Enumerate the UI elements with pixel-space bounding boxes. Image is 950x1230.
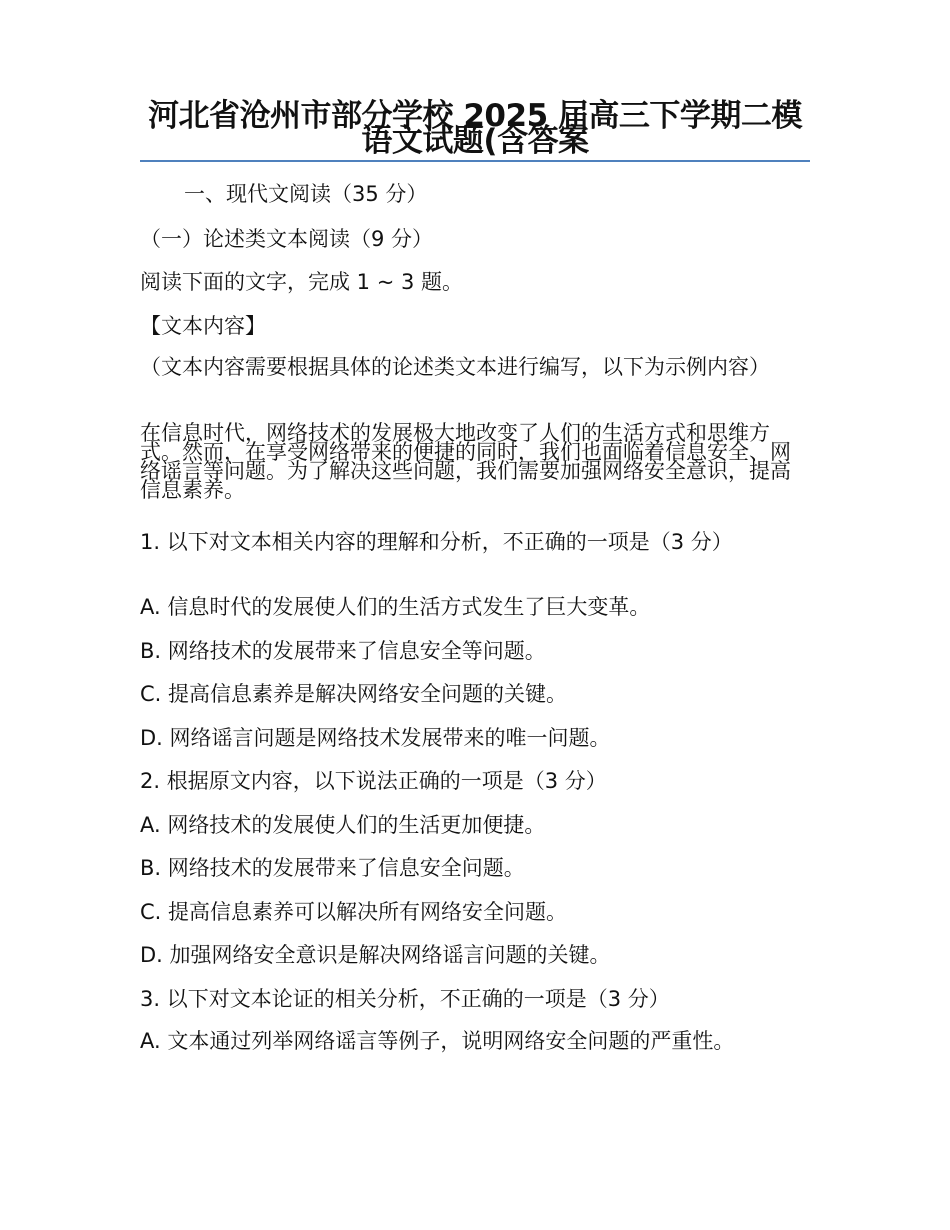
question-3-option-a: A. 文本通过列举网络谣言等例子，说明网络安全问题的严重性。 (140, 1029, 735, 1053)
passage-paragraph: 在信息时代，网络技术的发展极大地改变了人们的生活方式和思维方式。然而，在享受网络带来的便捷的同时，我们也面临着信息安全、网络谣言等问题。为了解决这些问题，我们需要加强网络安全意识，提高信息素养。 (140, 421, 791, 502)
question-1-option-b: B. 网络技术的发展带来了信息安全等问题。 (140, 639, 546, 663)
question-3-stem: 3. 以下对文本论证的相关分析，不正确的一项是（3 分） (140, 987, 670, 1011)
question-2-option-c: C. 提高信息素养可以解决所有网络安全问题。 (140, 900, 568, 924)
question-1-option-a: A. 信息时代的发展使人们的生活方式发生了巨大变革。 (140, 595, 651, 619)
question-1-option-d: D. 网络谣言问题是网络技术发展带来的唯一问题。 (140, 726, 611, 750)
question-2-option-a: A. 网络技术的发展使人们的生活更加便捷。 (140, 813, 546, 837)
question-1-stem: 1. 以下对文本相关内容的理解和分析，不正确的一项是（3 分） (140, 530, 733, 554)
text-label: 【文本内容】 (140, 314, 266, 338)
text-note: （文本内容需要根据具体的论述类文本进行编写，以下为示例内容） (140, 355, 770, 379)
question-1-option-c: C. 提高信息素养是解决网络安全问题的关键。 (140, 682, 568, 706)
section-heading: 一、现代文阅读（35 分） (184, 182, 428, 206)
question-2-stem: 2. 根据原文内容，以下说法正确的一项是（3 分） (140, 769, 607, 793)
instruction-text: 阅读下面的文字，完成 1 ~ 3 题。 (140, 270, 464, 294)
question-2-option-d: D. 加强网络安全意识是解决网络谣言问题的关键。 (140, 943, 611, 967)
title-divider (140, 160, 810, 162)
question-2-option-b: B. 网络技术的发展带来了信息安全问题。 (140, 856, 525, 880)
document-title: 河北省沧州市部分学校 2025 届高三下学期二模语文试题(含答案 (148, 98, 802, 159)
subsection-heading: （一）论述类文本阅读（9 分） (140, 227, 434, 251)
